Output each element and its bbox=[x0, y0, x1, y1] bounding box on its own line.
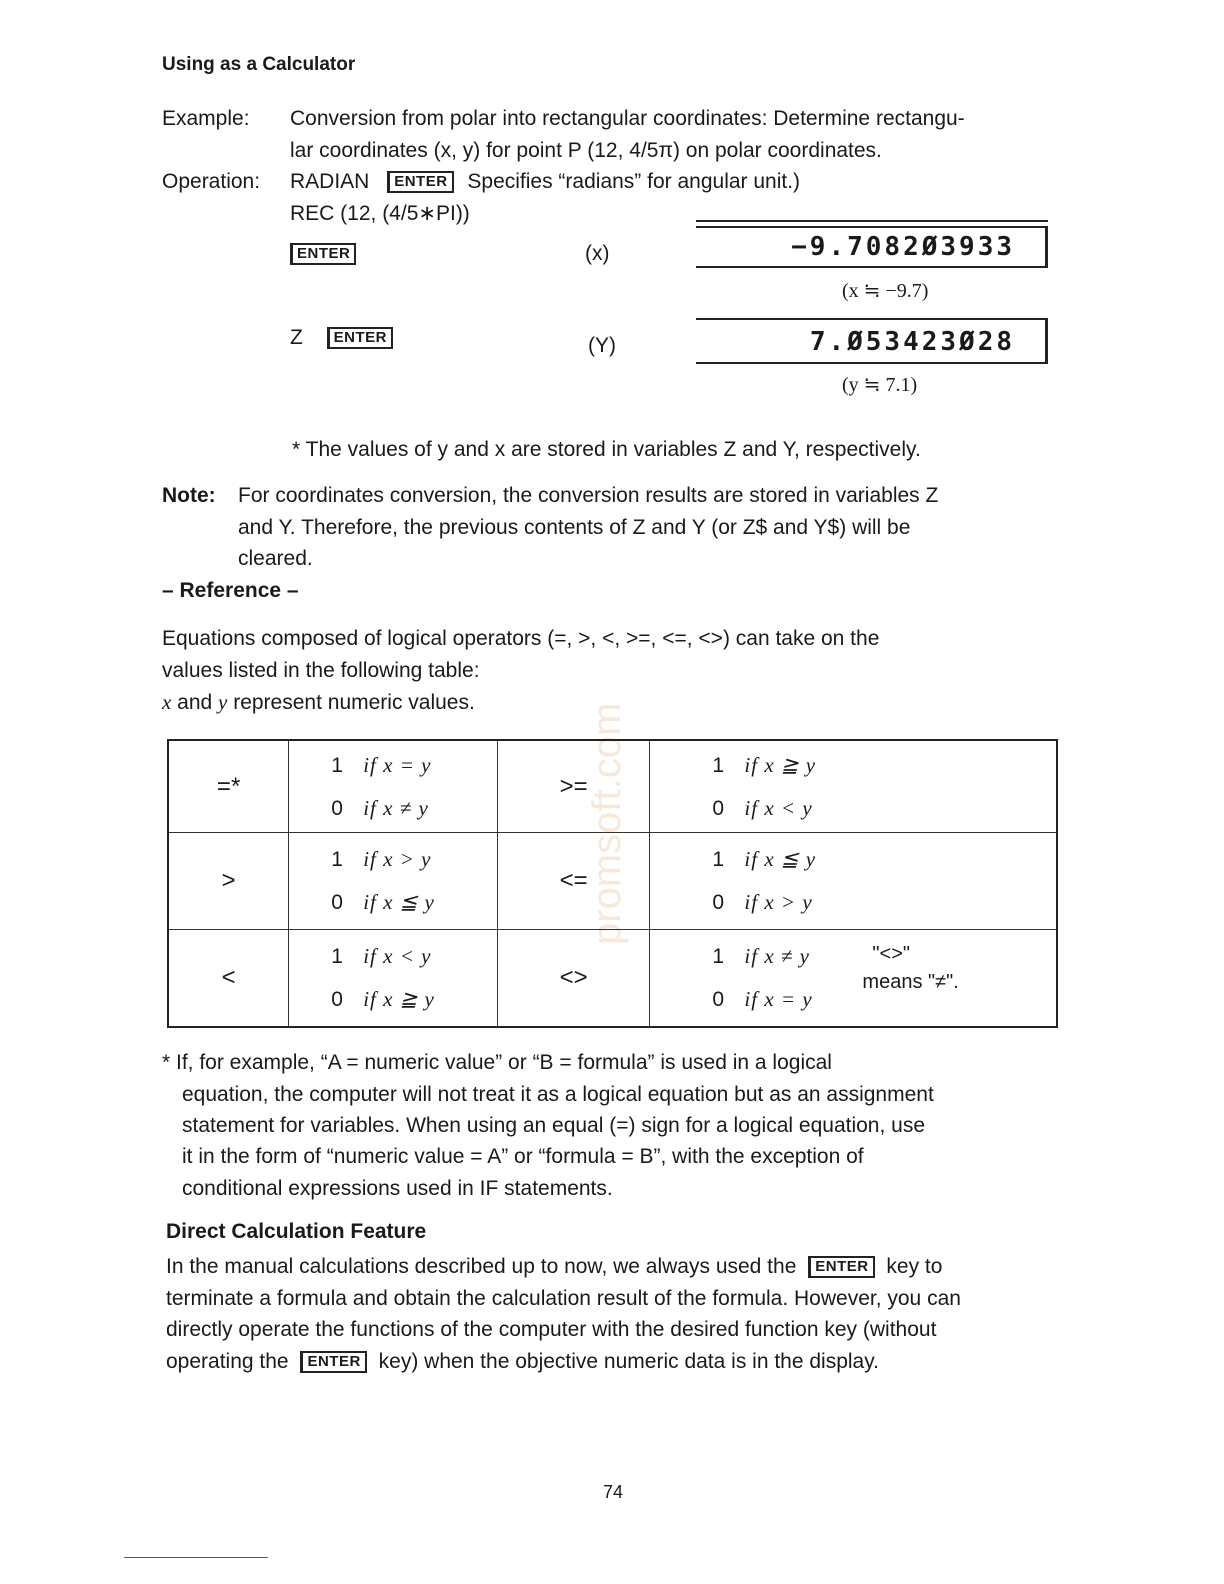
result-condition: if x ≦ y bbox=[363, 889, 435, 914]
bottom-rule bbox=[124, 1557, 268, 1558]
result-condition: if x < y bbox=[363, 943, 432, 968]
step1-variable: (x) bbox=[585, 242, 610, 265]
step1-key-wrap bbox=[290, 238, 356, 270]
star-note-line-1: * If, for example, “A = numeric value” or “B = formula” is used in a logical bbox=[162, 1051, 832, 1074]
result-condition: if x ≦ y bbox=[744, 846, 817, 871]
step2-keys bbox=[290, 322, 393, 354]
result-cell bbox=[650, 740, 1057, 833]
example-line-1: Conversion from polar into rectangular coordinates: Determine rectangu- bbox=[290, 107, 965, 130]
means-note-line-1: "<>" bbox=[872, 942, 910, 965]
operator-cell: <> bbox=[497, 929, 650, 1027]
direct-calc-line-1b: key to bbox=[886, 1255, 943, 1278]
result-cell bbox=[650, 833, 1057, 930]
step2-variable: (Y) bbox=[588, 334, 616, 357]
page-number: 74 bbox=[603, 1482, 624, 1502]
reference-line-3 bbox=[162, 686, 475, 719]
lcd-display-y: 7.Ø53423Ø28 bbox=[696, 318, 1048, 364]
result-cell bbox=[289, 929, 498, 1027]
result-value: 0 bbox=[331, 987, 343, 1011]
note-label: Note: bbox=[162, 484, 216, 507]
reference-title: – Reference – bbox=[162, 579, 299, 602]
operation-label: Operation: bbox=[162, 170, 261, 193]
reference-line-1: Equations composed of logical operators (=, >, <, >=, <=, <>) can take on the bbox=[162, 627, 880, 650]
result-value: 0 bbox=[712, 796, 725, 820]
result-value: 1 bbox=[712, 847, 725, 871]
result-condition: if x = y bbox=[744, 986, 813, 1011]
operator-cell: < bbox=[168, 929, 289, 1027]
result-condition: if x > y bbox=[363, 846, 432, 871]
direct-calc-line-4a: operating the bbox=[166, 1350, 289, 1373]
direct-calc-line-2: terminate a formula and obtain the calculation result of the formula. However, you can bbox=[166, 1287, 961, 1310]
operation-radian-line bbox=[290, 166, 800, 198]
result-condition: if x < y bbox=[744, 795, 813, 820]
display-top-rule bbox=[696, 220, 1048, 222]
result-value: 1 bbox=[712, 944, 725, 968]
result-value: 0 bbox=[331, 796, 343, 820]
result-value: 1 bbox=[331, 847, 343, 871]
result-condition: if x = y bbox=[363, 752, 432, 777]
result-cell bbox=[289, 740, 498, 833]
star-note-line-5: conditional expressions used in IF statements. bbox=[182, 1177, 613, 1200]
table-row bbox=[168, 740, 1057, 833]
note-line-3: cleared. bbox=[238, 547, 313, 570]
approx-y: (y ≒ 7.1) bbox=[842, 374, 918, 396]
result-value: 1 bbox=[712, 753, 725, 777]
note-line-2: and Y. Therefore, the previous contents of Z and Y (or Z$ and Y$) will be bbox=[238, 516, 911, 539]
result-cell bbox=[650, 929, 1057, 1027]
section-header: Using as a Calculator bbox=[162, 54, 356, 75]
means-note bbox=[862, 940, 958, 996]
operator-cell: <= bbox=[497, 833, 650, 930]
radian-text: RADIAN bbox=[290, 170, 370, 193]
ref-line3-end: represent numeric values. bbox=[227, 691, 475, 714]
note-line-1: For coordinates conversion, the conversion results are stored in variables Z bbox=[238, 484, 939, 507]
direct-calc-line-3: directly operate the functions of the computer with the desired function key (without bbox=[166, 1318, 937, 1341]
operator-cell: =* bbox=[168, 740, 289, 833]
ref-line3-and: and bbox=[171, 691, 219, 714]
means-note-line-2: means "≠". bbox=[862, 970, 959, 993]
direct-calc-line-1 bbox=[166, 1251, 942, 1283]
enter-key-icon: ENTER bbox=[300, 1351, 366, 1373]
result-value: 1 bbox=[331, 944, 343, 968]
operation-footnote: * The values of y and x are stored in variables Z and Y, respectively. bbox=[292, 438, 921, 461]
logical-operators-table bbox=[167, 739, 1058, 1028]
operator-cell: > bbox=[168, 833, 289, 930]
approx-x: (x ≒ −9.7) bbox=[842, 280, 929, 302]
step2-prefix: Z bbox=[290, 326, 303, 349]
direct-calc-line-4 bbox=[166, 1346, 879, 1378]
radian-note: Specifies “radians” for angular unit.) bbox=[467, 170, 801, 193]
result-value: 1 bbox=[331, 753, 343, 777]
result-condition: if x > y bbox=[744, 889, 813, 914]
result-value: 0 bbox=[712, 890, 725, 914]
result-condition: if x ≠ y bbox=[744, 943, 811, 968]
table-row bbox=[168, 929, 1057, 1027]
rec-command: REC (12, (4/5∗PI)) bbox=[290, 202, 470, 225]
star-note-line-3: statement for variables. When using an equal (=) sign for a logical equation, use bbox=[182, 1114, 926, 1137]
enter-key-icon: ENTER bbox=[327, 327, 393, 349]
example-label: Example: bbox=[162, 107, 250, 130]
direct-calc-line-1a: In the manual calculations described up to now, we always used the bbox=[166, 1255, 797, 1278]
operator-cell: >= bbox=[497, 740, 650, 833]
example-line-2: lar coordinates (x, y) for point P (12, 4/5π) on polar coordinates. bbox=[290, 139, 882, 162]
reference-line-2: values listed in the following table: bbox=[162, 659, 480, 682]
enter-key-icon: ENTER bbox=[808, 1256, 874, 1278]
enter-key-icon: ENTER bbox=[290, 243, 356, 265]
result-condition: if x ≧ y bbox=[744, 752, 817, 777]
result-value: 0 bbox=[331, 890, 343, 914]
watermark: promsoft.com bbox=[585, 702, 629, 945]
var-y: y bbox=[218, 690, 228, 714]
result-condition: if x ≠ y bbox=[363, 795, 429, 820]
var-x: x bbox=[162, 690, 172, 714]
direct-calc-line-4b: key) when the objective numeric data is in the display. bbox=[378, 1350, 880, 1373]
direct-calc-title: Direct Calculation Feature bbox=[166, 1220, 427, 1243]
result-value: 0 bbox=[712, 987, 725, 1011]
star-note-line-2: equation, the computer will not treat it as a logical equation but as an assignment bbox=[182, 1083, 934, 1106]
table-row bbox=[168, 833, 1057, 930]
star-note-line-4: it in the form of “numeric value = A” or “formula = B”, with the exception of bbox=[182, 1145, 864, 1168]
result-cell bbox=[289, 833, 498, 930]
lcd-display-x: −9.7082Ø3933 bbox=[696, 226, 1048, 268]
result-condition: if x ≧ y bbox=[363, 986, 435, 1011]
enter-key-icon: ENTER bbox=[387, 171, 453, 193]
